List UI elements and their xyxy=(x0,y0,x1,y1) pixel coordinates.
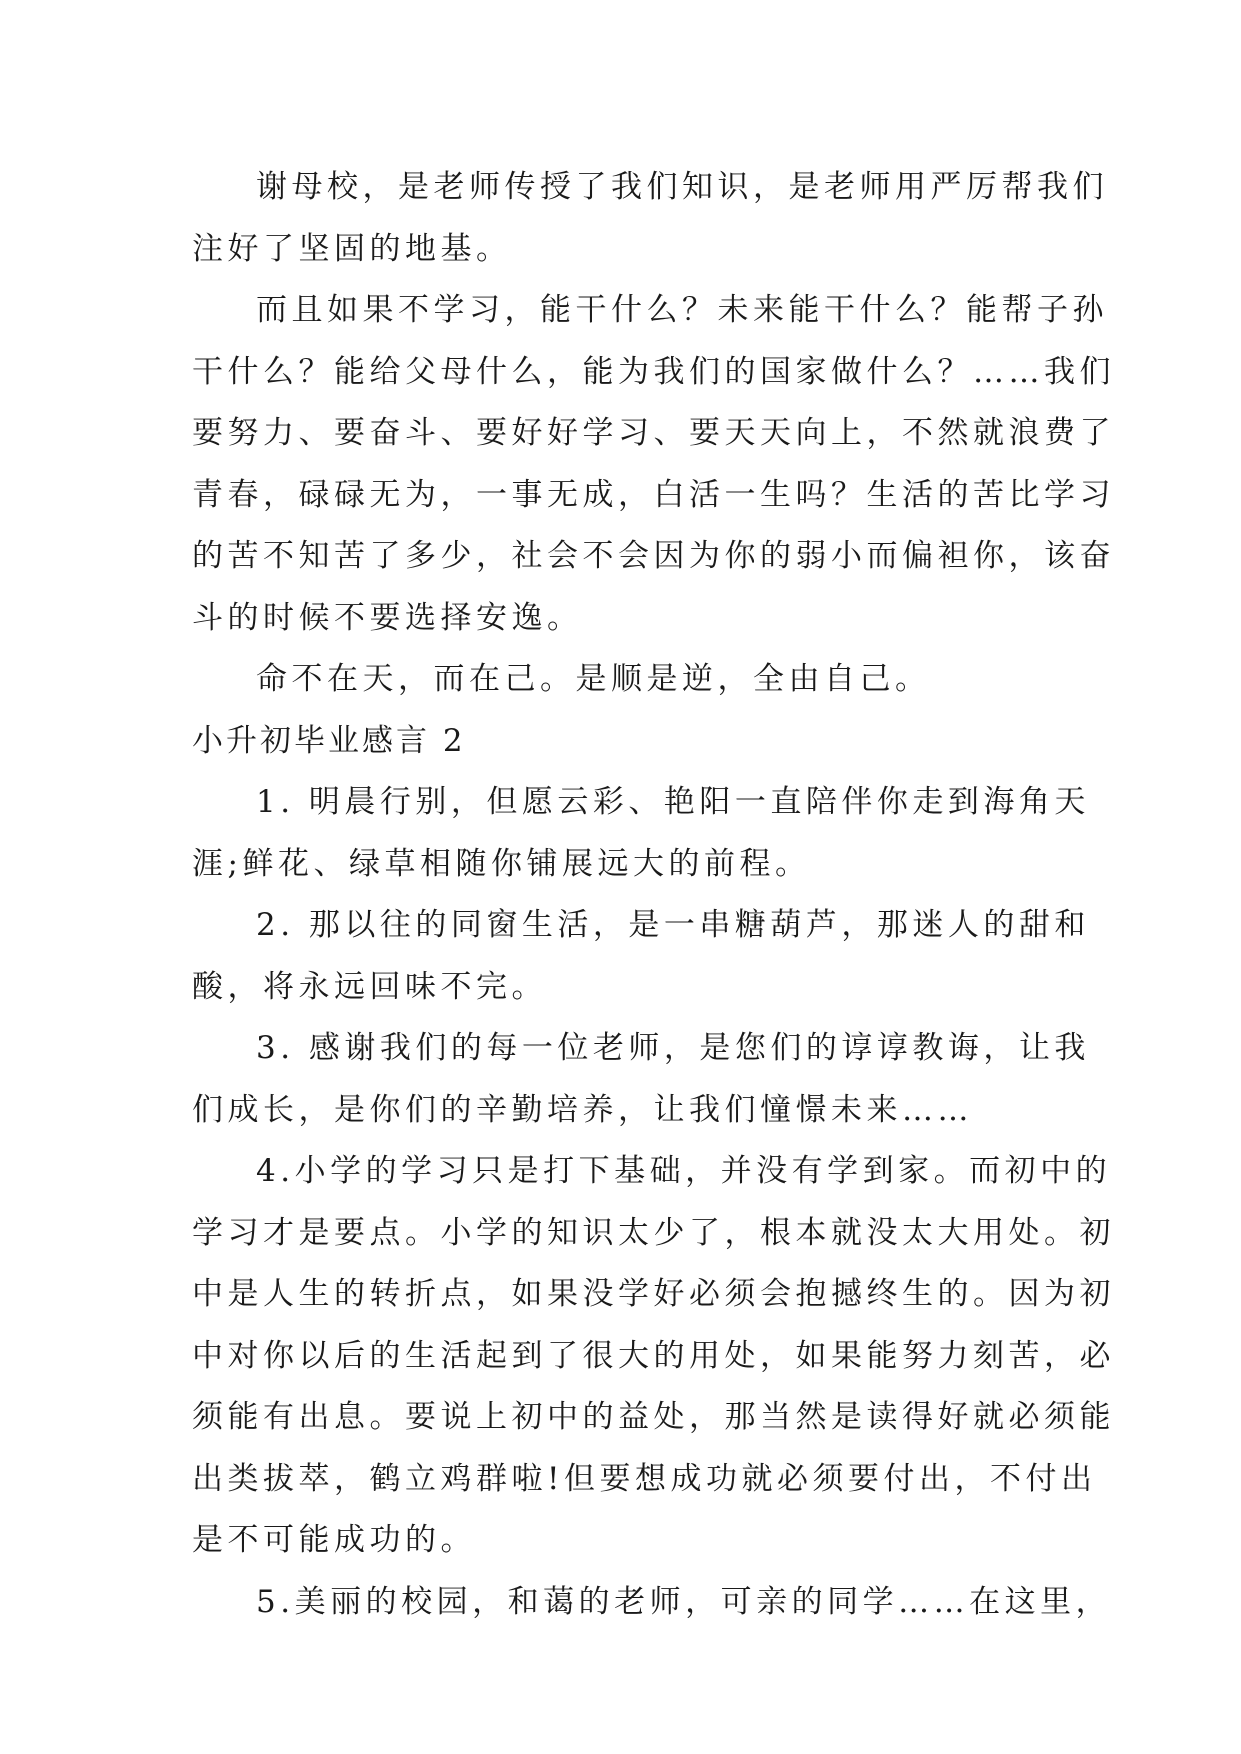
text-line: 出类拔萃，鹤立鸡群啦!但要想成功就必须要付出，不付出 xyxy=(192,1460,1097,1497)
list-item xyxy=(192,1018,1090,1141)
text-line: 干什么？能给父母什么，能为我们的国家做什么？……我们 xyxy=(192,353,1115,390)
list-item xyxy=(192,1572,1112,1634)
list-item xyxy=(192,895,1090,1018)
list-item xyxy=(192,772,1090,895)
paragraph xyxy=(192,157,1108,280)
list-item xyxy=(192,1141,1115,1572)
text-line: 们成长，是你们的辛勤培养，让我们憧憬未来…… xyxy=(192,1091,973,1128)
text-line: 命不在天，而在己。是顺是逆，全由自己。 xyxy=(256,661,931,697)
paragraph xyxy=(192,649,1052,711)
text-line: 斗的时候不要选择安逸。 xyxy=(192,599,583,636)
text-line: 须能有出息。要说上初中的益处，那当然是读得好就必须能 xyxy=(192,1399,1115,1435)
text-line: 3. 感谢我们的每一位老师，是您们的谆谆教诲，让我 xyxy=(256,1030,1090,1066)
document-body xyxy=(192,157,1115,1633)
text-line: 而且如果不学习，能干什么？未来能干什么？能帮子孙 xyxy=(256,292,1108,328)
section-heading: 小升初毕业感言 2 xyxy=(192,722,466,759)
text-line: 中对你以后的生活起到了很大的用处，如果能努力刻苦，必 xyxy=(192,1337,1115,1374)
paragraph xyxy=(192,280,1115,649)
text-line: 注好了坚固的地基。 xyxy=(192,230,512,267)
text-line: 涯;鲜花、绿草相随你铺展远大的前程。 xyxy=(192,845,811,882)
text-line: 中是人生的转折点，如果没学好必须会抱撼终生的。因为初 xyxy=(192,1276,1115,1312)
text-line: 青春，碌碌无为，一事无成，白活一生吗？生活的苦比学习 xyxy=(192,476,1115,513)
text-line: 谢母校，是老师传授了我们知识，是老师用严厉帮我们 xyxy=(256,169,1108,205)
text-line: 2. 那以往的同窗生活，是一串糖葫芦，那迷人的甜和 xyxy=(256,907,1090,943)
text-line: 学习才是要点。小学的知识太少了，根本就没太大用处。初 xyxy=(192,1214,1115,1251)
text-line: 的苦不知苦了多少，社会不会因为你的弱小而偏袒你，该奋 xyxy=(192,538,1115,574)
text-line: 1. 明晨行别，但愿云彩、艳阳一直陪伴你走到海角天 xyxy=(256,784,1090,820)
text-line: 5.美丽的校园，和蔼的老师，可亲的同学……在这里， xyxy=(256,1583,1112,1620)
text-line: 酸，将永远回味不完。 xyxy=(192,968,547,1005)
text-line: 4.小学的学习只是打下基础，并没有学到家。而初中的 xyxy=(256,1153,1112,1189)
text-line: 要努力、要奋斗、要好好学习、要天天向上，不然就浪费了 xyxy=(192,415,1115,451)
text-line: 是不可能成功的。 xyxy=(192,1522,476,1558)
